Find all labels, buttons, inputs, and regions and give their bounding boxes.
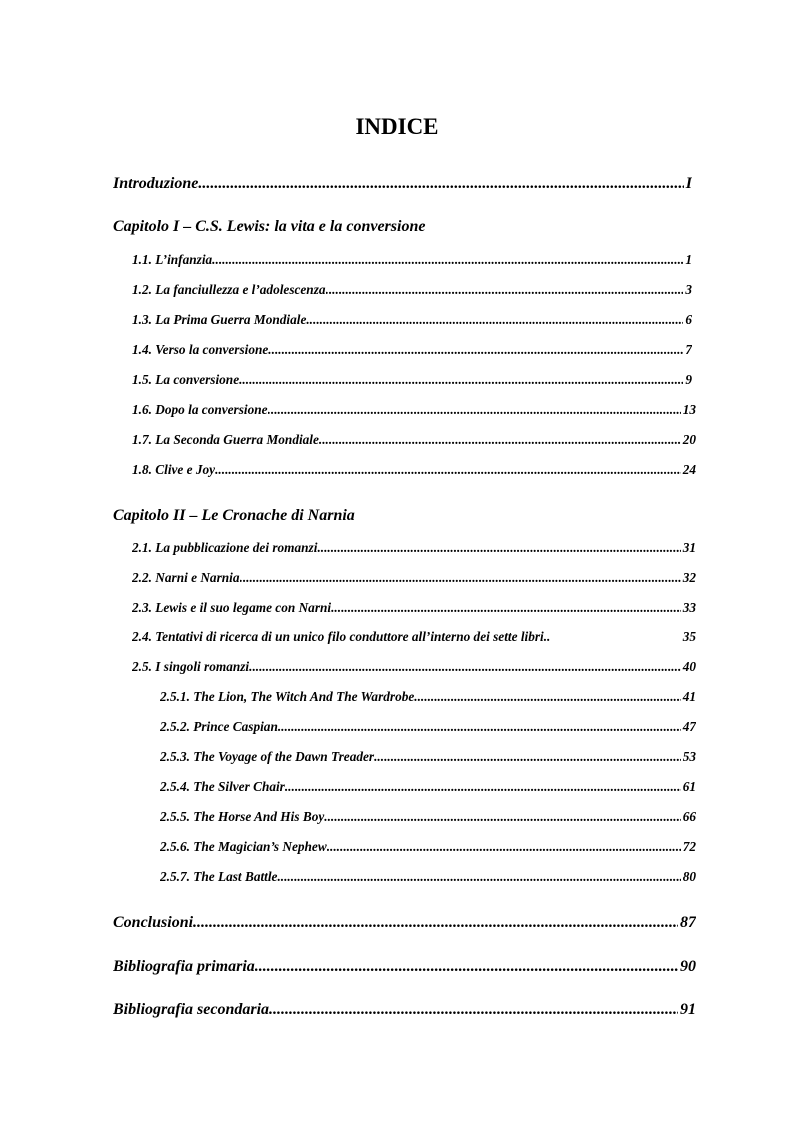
toc-entry-label: Conclusioni xyxy=(113,914,194,931)
toc-subentry[interactable] xyxy=(160,719,696,735)
toc-entry-label: 2.5.7. The Last Battle xyxy=(160,869,278,884)
toc-entry-page: 6 xyxy=(685,312,692,327)
toc-entry-page: 24 xyxy=(682,462,696,477)
dot-leader xyxy=(306,312,683,328)
toc-entry[interactable] xyxy=(132,252,692,268)
toc-entry-page: 72 xyxy=(682,839,696,854)
toc-entry-page: 31 xyxy=(682,540,696,555)
chapter-heading-1[interactable]: Capitolo I – C.S. Lewis: la vita e la conversione xyxy=(113,218,426,235)
toc-entry-page: I xyxy=(685,175,692,192)
toc-entry-page: 61 xyxy=(682,779,696,794)
toc-entry-page: 9 xyxy=(685,372,692,387)
toc-entry-page: 91 xyxy=(680,1001,696,1018)
toc-entry-introduzione[interactable] xyxy=(113,175,692,193)
toc-entry-page: 7 xyxy=(685,342,692,357)
page-title: INDICE xyxy=(355,114,439,139)
toc-entry[interactable] xyxy=(132,540,696,556)
toc-entry-label: 1.8. Clive e Joy xyxy=(132,462,216,477)
toc-subentry[interactable] xyxy=(160,839,696,855)
dot-leader xyxy=(240,570,681,586)
toc-subentry[interactable] xyxy=(160,809,696,825)
toc-entry-page: 66 xyxy=(682,809,696,824)
toc-entry[interactable] xyxy=(132,432,696,448)
toc-entry[interactable] xyxy=(132,659,696,675)
toc-entry-label: 2.5.3. The Voyage of the Dawn Treader xyxy=(160,749,375,764)
toc-entry-page: 13 xyxy=(682,402,696,417)
dot-leader xyxy=(268,342,683,358)
toc-entry-label: 2.5.5. The Horse And His Boy xyxy=(160,809,325,824)
dot-leader xyxy=(326,282,684,298)
dot-leader xyxy=(249,659,681,675)
toc-entry-label: 2.5.6. The Magician’s Nephew xyxy=(160,839,327,854)
dot-leader xyxy=(215,462,681,478)
toc-entry[interactable] xyxy=(132,600,696,616)
dot-leader xyxy=(324,809,680,825)
toc-entry-label: Bibliografia secondaria xyxy=(113,1001,270,1018)
toc-entry-label: 1.4. Verso la conversione xyxy=(132,342,269,357)
toc-entry-bibliografia-primaria[interactable] xyxy=(113,958,696,976)
toc-entry-page: 1 xyxy=(685,252,692,267)
toc-entry-page: 90 xyxy=(680,958,696,975)
toc-entry-label: 2.5.2. Prince Caspian xyxy=(160,719,278,734)
dot-leader xyxy=(414,689,680,705)
dot-leader xyxy=(239,372,683,388)
toc-entry[interactable] xyxy=(132,282,692,298)
toc-entry[interactable] xyxy=(132,372,692,388)
toc-entry-page: 41 xyxy=(682,689,696,704)
toc-entry-label: 2.5.4. The Silver Chair xyxy=(160,779,285,794)
dot-leader xyxy=(277,869,680,885)
dot-leader xyxy=(327,839,681,855)
dot-leader xyxy=(319,432,681,448)
chapter-heading-2[interactable]: Capitolo II – Le Cronache di Narnia xyxy=(113,507,355,524)
dot-leader xyxy=(268,402,681,418)
toc-entry-page: 32 xyxy=(682,570,696,585)
toc-entry-label: 2.4. Tentativi di ricerca di un unico filo conduttore all’interno dei sette libri.. xyxy=(132,629,551,644)
toc-entry-page: 3 xyxy=(685,282,692,297)
toc-entry-page: 80 xyxy=(682,869,696,884)
dot-leader xyxy=(198,175,683,193)
toc-entry[interactable] xyxy=(132,342,692,358)
toc-entry[interactable] xyxy=(132,570,696,586)
dot-leader xyxy=(193,914,678,932)
toc-entry[interactable] xyxy=(132,629,696,645)
toc-entry[interactable] xyxy=(132,402,696,418)
toc-entry-page: 33 xyxy=(682,600,696,615)
toc-entry-page: 35 xyxy=(682,629,696,644)
toc-entry-label: 2.3. Lewis e il suo legame con Narni xyxy=(132,600,332,615)
toc-entry-label: 1.5. La conversione xyxy=(132,372,240,387)
toc-entry-bibliografia-secondaria[interactable] xyxy=(113,1001,696,1019)
toc-entry[interactable] xyxy=(132,312,692,328)
toc-entry-label: 2.2. Narni e Narnia xyxy=(132,570,240,585)
toc-entry-page: 40 xyxy=(682,659,696,674)
toc-entry-page: 20 xyxy=(682,432,696,447)
toc-entry-page: 47 xyxy=(682,719,696,734)
toc-entry-label: Introduzione xyxy=(113,175,199,192)
dot-leader xyxy=(317,540,680,556)
toc-entry-label: 1.2. La fanciullezza e l’adolescenza xyxy=(132,282,326,297)
toc-entry-label: 2.5.1. The Lion, The Witch And The Wardrobe xyxy=(160,689,415,704)
dot-leader xyxy=(331,600,681,616)
toc-entry[interactable] xyxy=(132,462,696,478)
toc-subentry[interactable] xyxy=(160,749,696,765)
dot-leader xyxy=(278,719,681,735)
dot-leader xyxy=(255,958,678,976)
toc-entry-conclusioni[interactable] xyxy=(113,914,696,932)
toc-entry-label: 2.1. La pubblicazione dei romanzi xyxy=(132,540,318,555)
dot-leader xyxy=(285,779,681,795)
dot-leader xyxy=(374,749,681,765)
toc-entry-label: 2.5. I singoli romanzi xyxy=(132,659,250,674)
toc-entry-page: 87 xyxy=(680,914,696,931)
toc-entry-page: 53 xyxy=(682,749,696,764)
dot-leader xyxy=(212,252,683,268)
toc-entry-label: 1.6. Dopo la conversione xyxy=(132,402,268,417)
toc-subentry[interactable] xyxy=(160,869,696,885)
toc-subentry[interactable] xyxy=(160,779,696,795)
toc-entry-label: 1.1. L’infanzia xyxy=(132,252,213,267)
toc-entry-label: Bibliografia primaria xyxy=(113,958,255,975)
dot-leader xyxy=(269,1001,678,1019)
toc-entry-label: 1.3. La Prima Guerra Mondiale xyxy=(132,312,307,327)
toc-subentry[interactable] xyxy=(160,689,696,705)
toc-entry-label: 1.7. La Seconda Guerra Mondiale xyxy=(132,432,319,447)
